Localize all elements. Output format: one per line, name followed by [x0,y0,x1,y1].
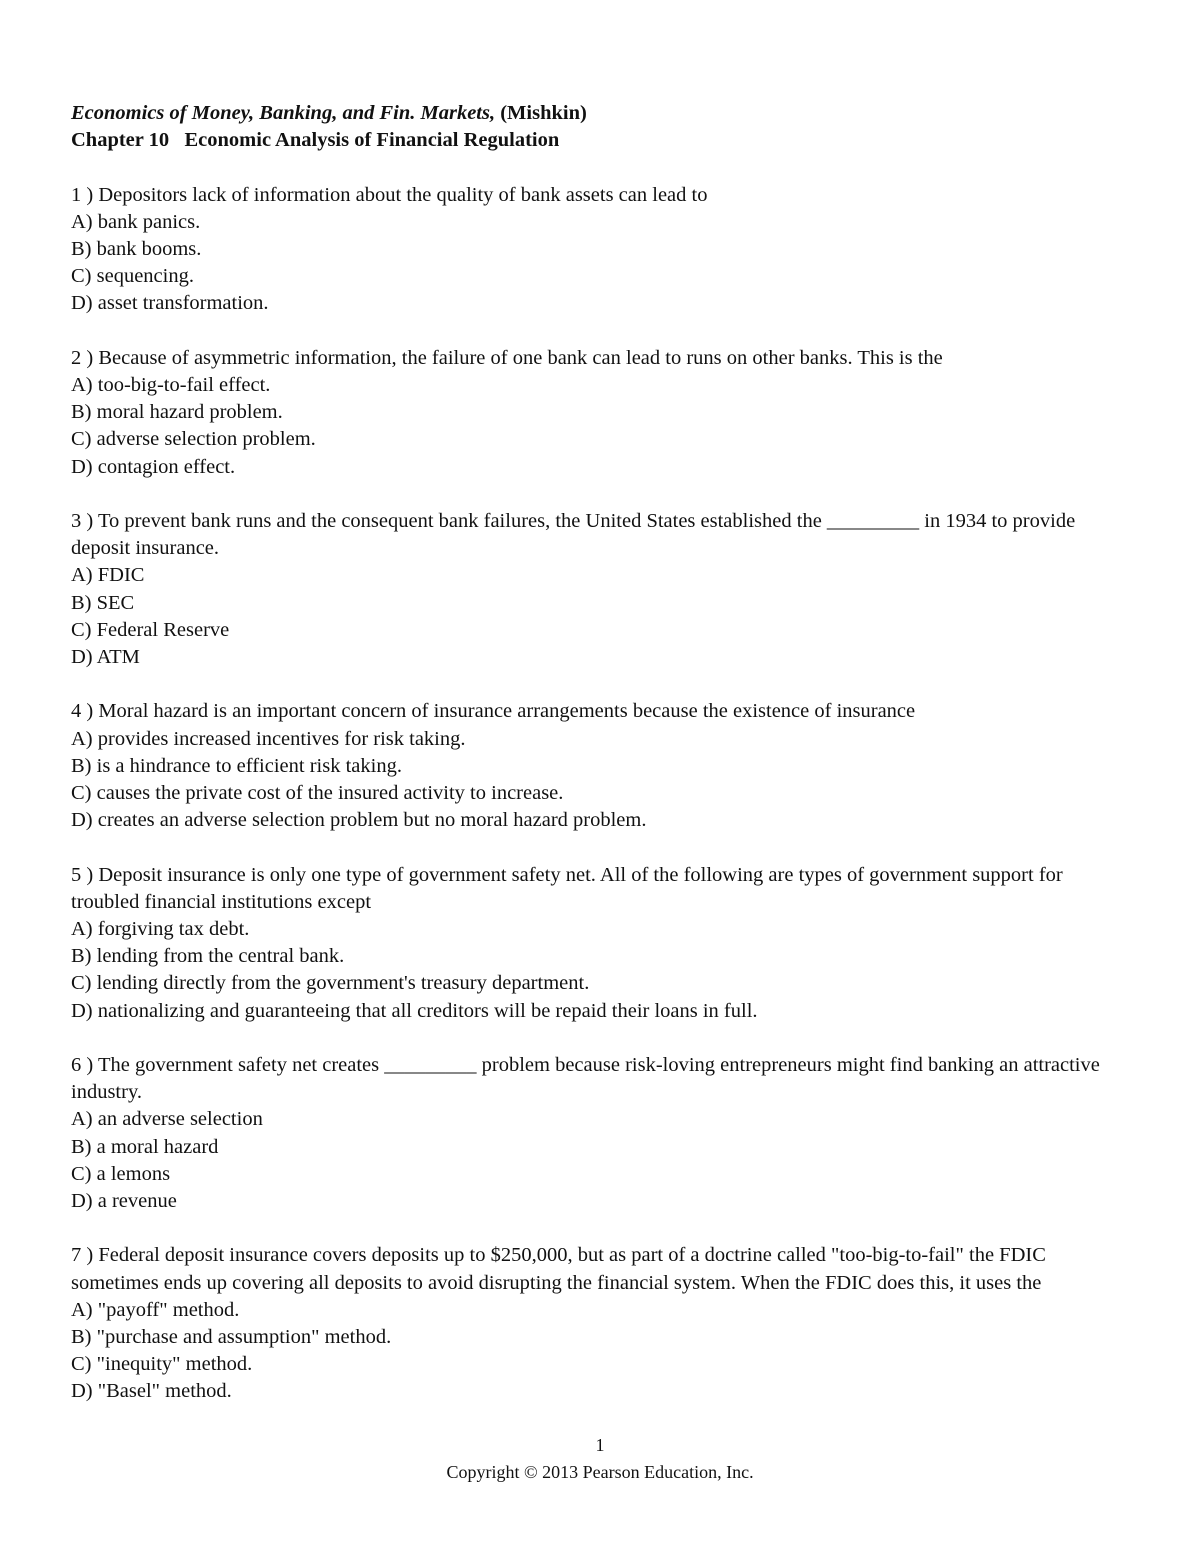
question-1 [71,182,1131,318]
answer-option: D) a revenue [71,1190,177,1213]
question-2 [71,345,1131,481]
answer-option: A) bank panics. [71,210,201,233]
question-list [71,182,1131,1406]
question-3 [71,508,1131,671]
question-stem: 6 ) The government safety net creates _________ problem because risk-loving entrepreneurs might find banking an attractive industry. [71,1054,1100,1104]
question-stem: 4 ) Moral hazard is an important concern of insurance arrangements because the existence of insurance [71,700,916,723]
answer-option: D) nationalizing and guaranteeing that all creditors will be repaid their loans in full. [71,999,758,1022]
book-title: Economics of Money, Banking, and Fin. Markets, [71,102,496,124]
answer-option: B) bank booms. [71,238,202,260]
chapter-title: Chapter 10 Economic Analysis of Financial Regulation [71,129,560,152]
answer-option: B) SEC [71,591,135,614]
copyright-notice: Copyright © 2013 Pearson Education, Inc. [446,1462,754,1482]
header-title-line [71,100,1131,127]
answer-option: B) moral hazard problem. [71,401,283,424]
answer-option: A) forgiving tax debt. [71,918,250,941]
question-stem: 5 ) Deposit insurance is only one type of government safety net. All of the following are types of government support for troubled financial institutions except [71,863,1063,913]
answer-option: D) creates an adverse selection problem but no moral hazard problem. [71,809,647,832]
answer-option: A) "payoff" method. [71,1298,240,1321]
answer-option: B) "purchase and assumption" method. [71,1326,392,1349]
question-stem: 2 ) Because of asymmetric information, the failure of one bank can lead to runs on other banks. This is the [71,346,943,369]
document-header [71,100,1131,154]
page-content [71,100,1131,1406]
answer-option: D) asset transformation. [71,292,269,315]
answer-option: A) FDIC [71,564,145,587]
answer-option: B) is a hindrance to efficient risk taking. [71,754,402,777]
question-6 [71,1052,1131,1215]
answer-option: C) lending directly from the government's treasury department. [71,972,590,995]
question-4 [71,698,1131,834]
page-number: 1 [595,1435,605,1455]
answer-option: C) adverse selection problem. [71,428,316,451]
answer-option: A) an adverse selection [71,1108,263,1131]
question-7 [71,1242,1131,1405]
answer-option: C) a lemons [71,1162,171,1185]
question-stem: 3 ) To prevent bank runs and the consequent bank failures, the United States established the _________ in 1934 to provide deposit insurance. [71,510,1076,560]
answer-option: B) a moral hazard [71,1135,219,1158]
answer-option: C) Federal Reserve [71,618,230,641]
answer-option: D) ATM [71,646,140,669]
answer-option: A) provides increased incentives for risk taking. [71,727,466,750]
answer-option: A) too-big-to-fail effect. [71,374,271,396]
answer-option: C) causes the private cost of the insured activity to increase. [71,782,564,805]
answer-option: D) contagion effect. [71,455,236,478]
question-5 [71,862,1131,1025]
answer-option: B) lending from the central bank. [71,945,345,968]
answer-option: D) "Basel" method. [71,1380,232,1403]
author: (Mishkin) [500,102,587,124]
question-stem: 1 ) Depositors lack of information about the quality of bank assets can lead to [71,183,708,206]
question-stem: 7 ) Federal deposit insurance covers deposits up to $250,000, but as part of a doctrine called "too-big-to-fail" the FDIC sometimes ends up covering all deposits to avoid disrupting the financial system. When the FDIC does this, it uses the [71,1244,1046,1294]
answer-option: C) "inequity" method. [71,1353,253,1376]
answer-option: C) sequencing. [71,265,194,288]
